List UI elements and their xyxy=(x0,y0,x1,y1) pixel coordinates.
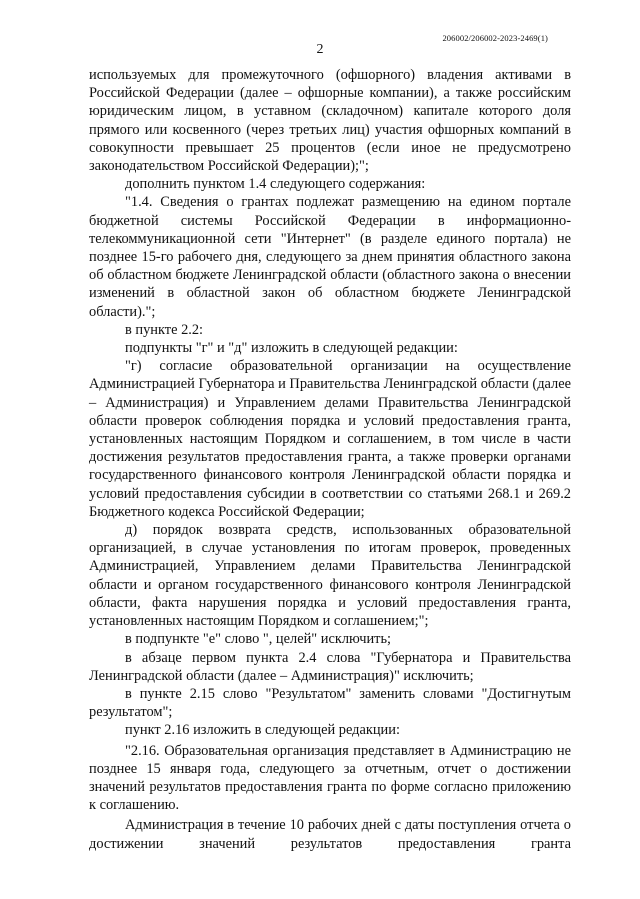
paragraph: дополнить пунктом 1.4 следующего содержания: xyxy=(125,176,426,193)
paragraph: подпункты "г" и "д" изложить в следующей редакции: xyxy=(125,340,458,357)
paragraph: в пункте 2.2: xyxy=(125,321,204,338)
paragraph: используемых для промежуточного (офшорного) владения активами в Российской Федерации (далее – офшорные компании), а также российским юридическим лицом, в уставном (складочном) капитале которого доля прямого или косвенного (через третьих лиц) участия офшорных компаний в совокупности превышает 25 процентов (если иное не предусмотрено законодательством Российской Федерации);"; xyxy=(89,67,571,175)
document-body xyxy=(89,66,571,853)
paragraph: в пункте 2.15 слово "Результатом" заменить словами "Достигнутым результатом"; xyxy=(89,685,571,721)
document-id: 206002/206002-2023-2469(1) xyxy=(442,33,548,43)
paragraph: Администрация в течение 10 рабочих дней с даты поступления отчета о достижении значений результатов предоставления гранта xyxy=(89,817,571,852)
paragraph: "2.16. Образовательная организация представляет в Администрацию не позднее 15 января года, следующего за отчетным, отчет о достижении значений результатов предоставления гранта по форме согласно приложению к соглашению. xyxy=(89,742,571,814)
paragraph: в подпункте "е" слово ", целей" исключить; xyxy=(125,631,392,648)
paragraph: "1.4. Сведения о грантах подлежат размещению на едином портале бюджетной системы Российской Федерации в информационно-телекоммуникационной сети "Интернет" (в разделе единого портала) не позднее 15-го рабочего дня, следующего за днем принятия областного закона об областном бюджете Ленинградской области (областного закона о внесении изменений в областной закон об областном бюджете Ленинградской области)."; xyxy=(89,194,571,320)
paragraph: в абзаце первом пункта 2.4 слова "Губернатора и Правительства Ленинградской области (далее – Администрация)" исключить; xyxy=(89,649,571,684)
paragraph: пункт 2.16 изложить в следующей редакции: xyxy=(125,722,400,739)
paragraph: "г) согласие образовательной организации на осуществление Администрацией Губернатора и Правительства Ленинградской области (далее – Администрация) и Управлением делами Правительства Ленинградской области проверок соблюдения порядка и условий предоставления гранта, установленных настоящим Порядком и соглашением, в том числе в части достижения результатов предоставления гранта, а также проверки органами государственного финансового контроля Ленинградской области порядка и условий предоставления субсидии в соответствии со статьями 268.1 и 269.2 Бюджетного кодекса Российской Федерации; xyxy=(89,358,571,520)
page-number: 2 xyxy=(316,42,324,57)
paragraph: д) порядок возврата средств, использованных образовательной организацией, в случае установления по итогам проверок, проведенных Администрацией, Управлением делами Правительства Ленинградской области и органом государственного финансового контроля Ленинградской области, факта нарушения порядка и условий предоставления гранта, установленных настоящим Порядком и соглашением;"; xyxy=(89,522,571,630)
